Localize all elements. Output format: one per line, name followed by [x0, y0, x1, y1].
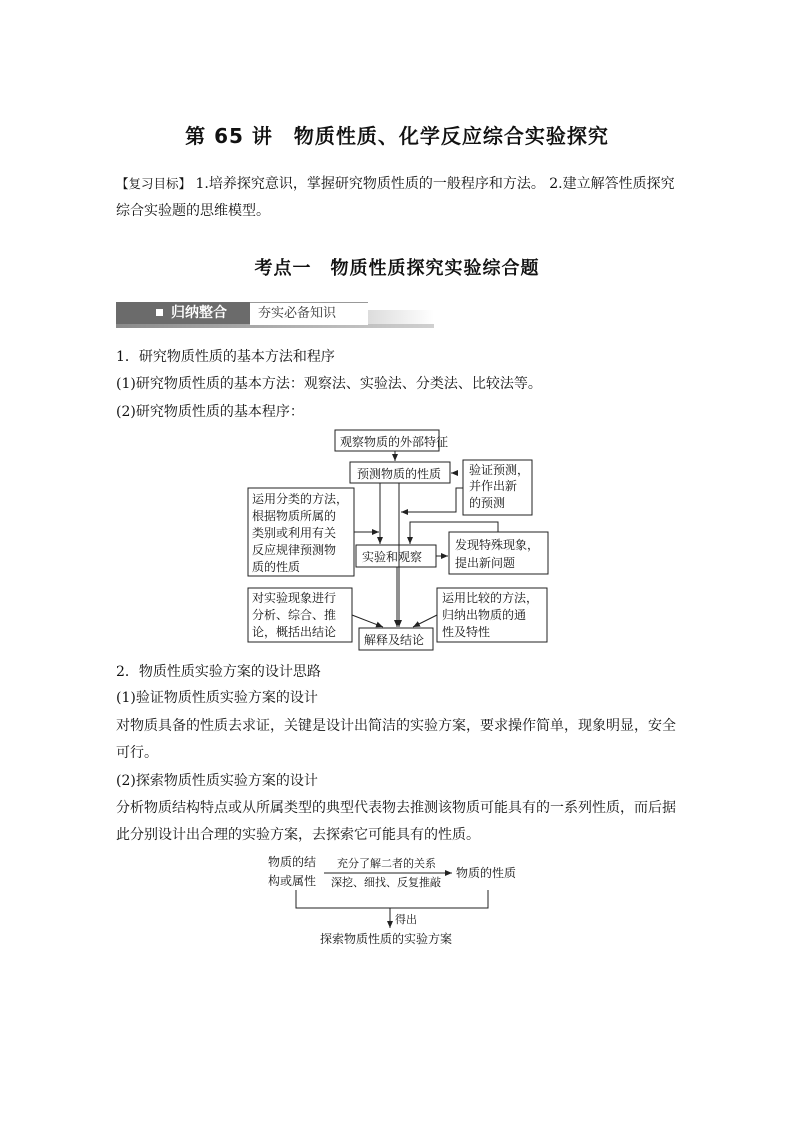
analyze-line-2: 分析、综合、推 — [252, 608, 337, 622]
classify-line-5: 质的性质 — [252, 560, 301, 574]
classify-line-4: 反应规律预测物 — [252, 543, 337, 557]
banner-light-tab: 夯实必备知识 — [250, 302, 368, 325]
section-title: 考点一 物质性质探究实验综合题 — [254, 258, 540, 279]
item2-heading: 2．物质性质实验方案的设计思路 — [116, 664, 321, 680]
item1-sub1: (1)研究物质性质的基本方法：观察法、实验法、分类法、比较法等。 — [116, 376, 542, 392]
flow2-down-label: 得出 — [395, 913, 417, 926]
arrow-compare-explain — [413, 615, 437, 627]
flow2-left-line-1: 物质的结 — [268, 855, 317, 869]
flow2-result: 探索物质性质的实验方案 — [320, 932, 453, 946]
classify-line-2: 根据物质所属的 — [252, 509, 337, 523]
item2-sub2-text-1: 分析物质结构特点或从所属类型的典型代表物去推测该物质可能具有的一系列性质，而后据 — [116, 800, 676, 816]
flow2-arrow-bottom: 深挖、细找、反复推敲 — [331, 876, 441, 889]
compare-line-2: 归纳出物质的通 — [442, 608, 527, 622]
experiment-text: 实验和观察 — [362, 550, 423, 564]
item2-sub2-text-2: 此分别设计出合理的实验方案，去探索它可能具有的性质。 — [116, 827, 480, 843]
bracket-line — [296, 890, 488, 908]
arrow-verify-predict — [401, 488, 463, 512]
analyze-line-1: 对实验现象进行 — [252, 591, 337, 605]
item1-sub2: (2)研究物质性质的基本程序： — [116, 404, 304, 420]
page-title: 第 65 讲 物质性质、化学反应综合实验探究 — [185, 124, 609, 148]
observe-text: 观察物质的外部特征 — [340, 435, 449, 449]
analyze-line-3: 论，概括出结论 — [252, 625, 337, 639]
classify-line-1: 运用分类的方法， — [252, 492, 349, 506]
explain-text: 解释及结论 — [364, 633, 425, 647]
item2-sub1-text-2: 可行。 — [116, 745, 158, 761]
item2-sub1: (1)验证物质性质实验方案的设计 — [116, 690, 318, 706]
compare-line-3: 性及特性 — [442, 625, 491, 639]
flow2-right: 物质的性质 — [456, 866, 517, 880]
classify-line-3: 类别或利用有关 — [252, 526, 337, 540]
discover-line-1: 发现特殊现象， — [455, 538, 540, 552]
verify-line-2: 并作出新 — [469, 479, 518, 493]
banner-dark-label: 归纳整合 — [171, 305, 227, 321]
verify-line-3: 的预测 — [469, 496, 506, 510]
compare-line-1: 运用比较的方法， — [442, 591, 539, 605]
review-goals-text: 1.培养探究意识，掌握研究物质性质的一般程序和方法。 2.建立解答性质探究综合实验题的思维模型。 — [116, 176, 675, 219]
predict-text: 预测物质的性质 — [357, 467, 442, 481]
flow2-arrow-top: 充分了解二者的关系 — [337, 857, 436, 870]
arrow-analyze-explain — [352, 615, 383, 627]
item1-heading: 1．研究物质性质的基本方法和程序 — [116, 349, 335, 365]
item2-sub1-text-1: 对物质具备的性质去求证，关键是设计出简洁的实验方案，要求操作简单，现象明显，安全 — [116, 718, 676, 734]
review-goals-label: 【复习目标】 — [116, 176, 192, 191]
item2-sub2: (2)探索物质性质实验方案的设计 — [116, 773, 318, 789]
flow2-left-line-2: 构或属性 — [268, 874, 317, 888]
verify-line-1: 验证预测， — [469, 463, 530, 477]
discover-line-2: 提出新问题 — [455, 556, 516, 570]
